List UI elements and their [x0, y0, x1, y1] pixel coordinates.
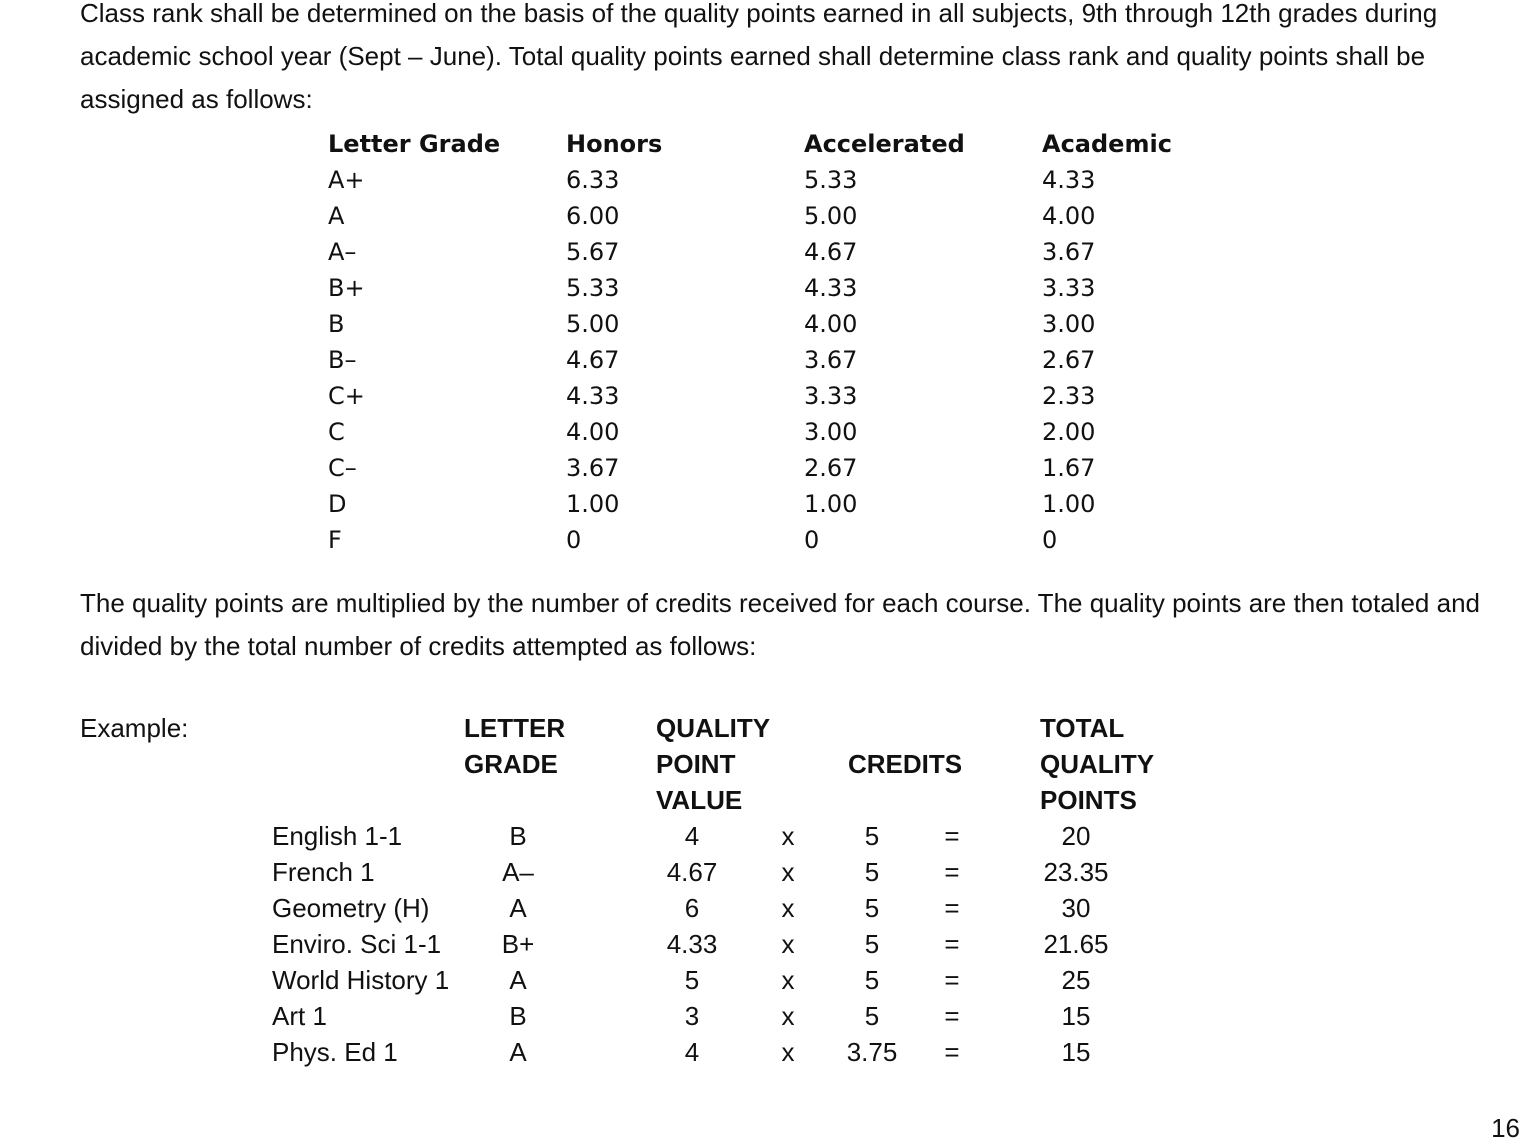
honors-cell: 5.00 — [566, 310, 620, 338]
credits-value: 3.75 — [846, 1037, 898, 1067]
academic-cell: 3.00 — [1042, 310, 1096, 338]
honors-cell: 5.67 — [566, 238, 620, 266]
letter-grade-cell: F — [328, 526, 342, 554]
accelerated-cell: 2.67 — [804, 454, 858, 482]
grade-row — [328, 306, 1242, 342]
total-quality-points: 23.35 — [1043, 857, 1109, 887]
honors-cell: 5.33 — [566, 274, 620, 302]
honors-cell: 1.00 — [566, 490, 620, 518]
header-letter-grade-example — [464, 710, 565, 782]
academic-cell: 2.00 — [1042, 418, 1096, 446]
letter-grade-cell: C — [328, 418, 345, 446]
multiply-sign: x — [781, 857, 795, 887]
accelerated-cell: 4.00 — [804, 310, 858, 338]
grade-row — [328, 522, 1242, 558]
quality-points-header-row — [328, 126, 1242, 162]
credits-value: 5 — [864, 821, 880, 851]
academic-cell: 3.33 — [1042, 274, 1096, 302]
header-credits — [848, 746, 962, 782]
letter-grade-cell: A– — [328, 238, 357, 266]
example-rows — [272, 818, 1172, 1070]
accelerated-cell: 3.67 — [804, 346, 858, 374]
multiply-sign: x — [781, 929, 795, 959]
academic-cell: 0 — [1042, 526, 1058, 554]
course-name: Enviro. Sci 1-1 — [272, 929, 442, 959]
multiply-sign: x — [781, 821, 795, 851]
header-line: TOTAL — [1040, 713, 1125, 743]
quality-points-table — [328, 126, 1242, 558]
academic-cell: 4.33 — [1042, 166, 1096, 194]
grade-row — [328, 198, 1242, 234]
letter-grade-cell: B+ — [328, 274, 365, 302]
academic-cell: 1.67 — [1042, 454, 1096, 482]
letter-grade: A– — [502, 857, 534, 887]
example-row — [272, 854, 1172, 890]
quality-point-value: 4.33 — [666, 929, 718, 959]
honors-cell: 3.67 — [566, 454, 620, 482]
total-quality-points: 21.65 — [1043, 929, 1109, 959]
grade-row — [328, 414, 1242, 450]
example-row — [272, 818, 1172, 854]
equals-sign: = — [944, 1037, 960, 1067]
academic-cell: 2.67 — [1042, 346, 1096, 374]
grade-row — [328, 234, 1242, 270]
multiply-sign: x — [781, 965, 795, 995]
example-row — [272, 1034, 1172, 1070]
course-name: Geometry (H) — [272, 893, 430, 923]
grade-row — [328, 270, 1242, 306]
honors-cell: 4.67 — [566, 346, 620, 374]
quality-point-value: 4 — [684, 1037, 700, 1067]
accelerated-cell: 1.00 — [804, 490, 858, 518]
credits-value: 5 — [864, 929, 880, 959]
letter-grade-cell: B– — [328, 346, 357, 374]
academic-cell: 1.00 — [1042, 490, 1096, 518]
letter-grade: A — [509, 893, 527, 923]
accelerated-cell: 4.67 — [804, 238, 858, 266]
header-honors: Honors — [566, 130, 663, 158]
example-row — [272, 998, 1172, 1034]
total-quality-points: 20 — [1061, 821, 1091, 851]
letter-grade-cell: D — [328, 490, 347, 518]
grade-row — [328, 486, 1242, 522]
header-academic: Academic — [1042, 130, 1172, 158]
equals-sign: = — [944, 821, 960, 851]
quality-point-value: 3 — [684, 1001, 700, 1031]
header-quality-point-value — [656, 710, 770, 818]
quality-point-value: 5 — [684, 965, 700, 995]
credits-value: 5 — [864, 857, 880, 887]
academic-cell: 4.00 — [1042, 202, 1096, 230]
header-line: QUALITY — [656, 713, 771, 743]
total-quality-points: 30 — [1061, 893, 1091, 923]
letter-grade: A — [509, 965, 527, 995]
multiply-sign: x — [781, 1001, 795, 1031]
grade-row — [328, 450, 1242, 486]
course-name: Phys. Ed 1 — [272, 1037, 398, 1067]
example-row — [272, 962, 1172, 998]
academic-cell: 3.67 — [1042, 238, 1096, 266]
quality-point-value: 4 — [684, 821, 700, 851]
letter-grade: B+ — [501, 929, 535, 959]
honors-cell: 0 — [566, 526, 582, 554]
letter-grade-cell: C+ — [328, 382, 365, 410]
grade-row — [328, 342, 1242, 378]
academic-cell: 2.33 — [1042, 382, 1096, 410]
header-line: POINT — [656, 749, 736, 779]
example-label: Example: — [80, 713, 189, 743]
honors-cell: 4.33 — [566, 382, 620, 410]
honors-cell: 6.33 — [566, 166, 620, 194]
letter-grade: A — [509, 1037, 527, 1067]
header-accelerated: Accelerated — [804, 130, 965, 158]
honors-cell: 6.00 — [566, 202, 620, 230]
total-quality-points: 25 — [1061, 965, 1091, 995]
quality-point-value: 4.67 — [666, 857, 718, 887]
accelerated-cell: 3.00 — [804, 418, 858, 446]
letter-grade: B — [509, 821, 527, 851]
header-letter-grade: Letter Grade — [328, 130, 501, 158]
equals-sign: = — [944, 857, 960, 887]
quality-point-value: 6 — [684, 893, 700, 923]
equals-sign: = — [944, 1001, 960, 1031]
accelerated-cell: 4.33 — [804, 274, 858, 302]
example-row — [272, 890, 1172, 926]
letter-grade-cell: A+ — [328, 166, 365, 194]
course-name: English 1-1 — [272, 821, 403, 851]
grade-row — [328, 162, 1242, 198]
header-line: CREDITS — [848, 749, 963, 779]
multiply-sign: x — [781, 893, 795, 923]
equals-sign: = — [944, 965, 960, 995]
course-name: Art 1 — [272, 1001, 327, 1031]
example-row — [272, 926, 1172, 962]
honors-cell: 4.00 — [566, 418, 620, 446]
header-line: LETTER — [464, 713, 566, 743]
course-name: French 1 — [272, 857, 375, 887]
header-line: VALUE — [656, 785, 743, 815]
header-line: QUALITY — [1040, 749, 1155, 779]
total-quality-points: 15 — [1061, 1037, 1091, 1067]
header-line: POINTS — [1040, 785, 1137, 815]
letter-grade-cell: A — [328, 202, 345, 230]
credits-value: 5 — [864, 965, 880, 995]
intro-paragraph: Class rank shall be determined on the basis of the quality points earned in all subjects, 9th through 12th grades during academic school year (Sept – June). Total quality points earned shall determine class rank and quality points shall be assigned as follows: — [80, 0, 1438, 114]
header-line: GRADE — [464, 749, 558, 779]
course-name: World History 1 — [272, 965, 450, 995]
credits-value: 5 — [864, 1001, 880, 1031]
credits-value: 5 — [864, 893, 880, 923]
total-quality-points: 15 — [1061, 1001, 1091, 1031]
equals-sign: = — [944, 929, 960, 959]
calculation-paragraph: The quality points are multiplied by the number of credits received for each course. The quality points are then totaled and divided by the total number of credits attempted as follows: — [80, 588, 1480, 661]
accelerated-cell: 5.33 — [804, 166, 858, 194]
letter-grade: B — [509, 1001, 527, 1031]
accelerated-cell: 3.33 — [804, 382, 858, 410]
accelerated-cell: 0 — [804, 526, 820, 554]
equals-sign: = — [944, 893, 960, 923]
accelerated-cell: 5.00 — [804, 202, 858, 230]
grade-row — [328, 378, 1242, 414]
header-total-quality-points — [1040, 710, 1154, 818]
multiply-sign: x — [781, 1037, 795, 1067]
letter-grade-cell: C– — [328, 454, 357, 482]
letter-grade-cell: B — [328, 310, 345, 338]
page-number: 16 — [1491, 1113, 1520, 1143]
